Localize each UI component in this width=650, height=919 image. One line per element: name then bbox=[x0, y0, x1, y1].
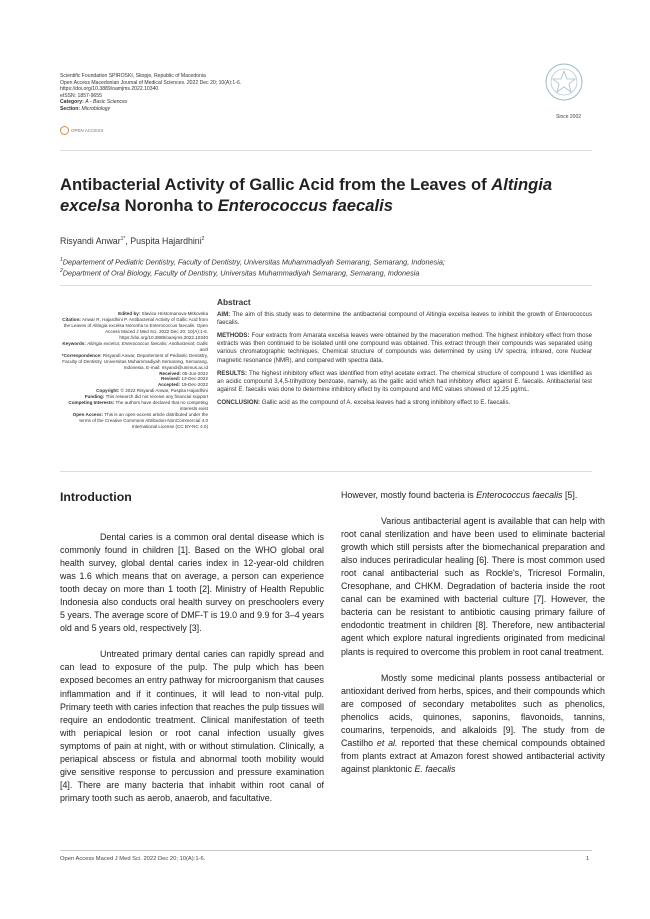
abstract-heading: Abstract bbox=[217, 297, 251, 307]
journal-citation: Open Access Macedonian Journal of Medical Sciences. 2022 Dec 20; 10(A):1-6. bbox=[60, 79, 242, 86]
divider bbox=[60, 471, 592, 472]
meta-funding: Funding: This research did not receive any financial support bbox=[84, 394, 208, 400]
abstract bbox=[217, 298, 592, 412]
meta-accepted: Accepted: 19-Dec-2022 bbox=[157, 382, 208, 388]
abstract-methods: METHODS: Four extracts from Amarata excelsa leaves were obtained by the maceration method. The highest inhibitory effect from those extracts was then continued to be isolated until one compound was obtained. This extract through their compounds was separated using various chromatographic techniques. Chemical structure of compounds was determined by using UV spectra, infrared, core Nuclear magnetic resonance (NMR), and compared with spectra data. bbox=[217, 332, 592, 364]
affiliation-2: $^2$Department of Oral Biology, Faculty of Dentistry, Universitas Muhammadiyah Semarang, Semarang, Indonesia bbox=[60, 268, 420, 278]
abstract-conclusion: CONCLUSION: Gallic acid as the compound of A. excelsa leaves had a strong inhibitory effect to E. faecalis. bbox=[217, 398, 511, 406]
abstract-results: RESULTS: The highest inhibitory effect was identified from ethyl acetate extract. The chemical structure of compound 1 was identified as an acidic compound 3,4,5-trihydroxy benzoate, namely, as the gallic acid which had inhibitory effect against E. faecalis. Antibacterial test against E. faecalis was done to determine inhibitory effect by its compound and MIC values showed of 12.25 µg/mL. bbox=[217, 369, 592, 393]
journal-seal-icon bbox=[544, 62, 584, 102]
abstract-aim: AIM: The aim of this study was to determine the antibacterial compound of Altingia excelsa leaves to inhibit the growth of Enterococcus faecalis. bbox=[217, 311, 592, 327]
meta-received: Received: 05-Jun-2022 bbox=[159, 370, 208, 376]
body-paragraph: Various antibacterial agent is available that can help with root canal sterilization and have been used to eliminate bacterial growth which still persists after the biomechanical preparation and also induces periradicular healing [6]. There is most common used root canal antibacterial such as Rockle's, Tricresol Formalin, Cresophane, and CHKM. Degradation of bacteria inside the root canal can be examined with bacterial culture [7]. However, the bacteria can be resistant to antibiotic causing primary failure of endodontic treatment in children [8]. Therefore, new antibacterial agent which explore natural ingredients originated from medicinal plants is required to overcome this problem in root canal treatment. bbox=[341, 516, 605, 657]
divider bbox=[60, 150, 592, 151]
affiliation-1: $^1$Departement of Pediatric Dentistry, Faculty of Dentistry, Universitas Muhammadiyah Semarang, Semarang, Indonesia; bbox=[60, 257, 445, 267]
divider bbox=[60, 285, 592, 286]
author-name: Puspita Hajardhini bbox=[130, 236, 202, 246]
meta-open-access: Open Access: This is an open-access article distributed under the terms of the Creative Commons Attribution-NonCommercial 4.0 International License (CC BY-NC 4.0) bbox=[72, 412, 208, 430]
meta-competing: Competing Interests: The authors have declared that no competing interests exist bbox=[68, 400, 208, 412]
author-name: Risyandi Anwar bbox=[60, 236, 121, 246]
meta-edited: Edited by: Slavica Hristomanova-Mitkovska bbox=[118, 311, 208, 316]
open-access-logo bbox=[60, 126, 103, 135]
meta-keywords: Keywords: Altingia excelsa; Enterococcus faecalis; Antibacterial; Gallic acid bbox=[62, 340, 208, 352]
since-label: Since 2002 bbox=[556, 114, 582, 120]
article-metadata-sidebar bbox=[60, 311, 208, 430]
open-access-logo-text: OPEN ACCESS bbox=[71, 128, 104, 133]
body-paragraph: Dental caries is a common oral dental disease which is commonly found in children [1]. Based on the WHO global oral health survey, global dental caries index in 12-year-old children was 1.6 which means that on average, a person can experience tooth decay on more than 1 tooth [2]. Ministry of Health Republic Indonesia also conducts oral health survey on preschoolers every 5 years. The average score of DMF-T is 19.0 and 9.9 for 3–4 years old and 5 years old, respectively [3]. bbox=[60, 532, 324, 634]
section-heading-introduction: Introduction bbox=[60, 490, 132, 504]
article-title: Antibacterial Activity of Gallic Acid from the Leaves of Altingia excelsa Noronha to Enterococcus faecalis bbox=[60, 175, 553, 215]
meta-correspondence: *Correspondence: Risyandi Anwar, Departement of Pediatric Dentistry, Faculty of Dentistry, Universitas Muhammadiyah Semarang, Semarang, Indonesia. E-mail: risyandi@unimus.ac.id bbox=[61, 352, 208, 370]
body-column-left bbox=[60, 531, 324, 818]
journal-info bbox=[60, 73, 480, 113]
eissn: eISSN: 1857-9655 bbox=[60, 92, 102, 99]
meta-revised: Revised: 13-Dec-2022 bbox=[161, 376, 208, 382]
category: Category: A - Basic Sciences bbox=[60, 99, 128, 106]
meta-citation: Citation: Anwar R, Hajardhini P. Antibacterial Activity of Gallic Acid from the Leaves of Altingia excelsa Noronha to Enterococcus faecalis. Open Access Maced J Med Sci. 2022 Dec 20; 10(A):1-6. https://doi.org/10.3889/oamjms.2022.10340 bbox=[62, 316, 208, 340]
body-paragraph: Mostly some medicinal plants possess antibacterial or antioxidant derived from herbs, spices, and their compounds which are composed of secondary metabolites such as phenolics, phenolics acids, quinones, saponins, flavonoids, tannins, coumarins, terpenoids, and alkaloids [9]. The study from de Castilho et al. reported that these chemical compounds obtained from plants extract at Amazon forest showed antibacterial activity against planktonic E. faecalis bbox=[341, 672, 605, 774]
doi-link[interactable]: https://doi.org/10.3889/oamjms.2022.10340 bbox=[60, 86, 159, 93]
body-paragraph: Untreated primary dental caries can rapidly spread and can lead to exposure of the pulp. The pulp which has been exposed becomes an entry pathway for microorganism that causes inflammation and if it continues, it will lead to non-vital pulp. Primary teeth with caries infection that reaches the pulp tissues will require an endodontic treatment. Clinical manifestation of teeth with periapical lesion or root canal infection usually gives symptoms of pain at night, with or without stimulation. Clinically, a periapical abscess or fistula and abnormal tooth mobility would give sensitive response to percussion and pressure examination [4]. There are many bacteria that inhabit within root canal of primary tooth such as aerob, anaerob, and facultative. bbox=[60, 649, 324, 803]
body-column-right bbox=[341, 489, 605, 789]
divider bbox=[60, 850, 592, 851]
body-paragraph: However, mostly found bacteria is Enterococcus faecalis [5]. bbox=[341, 490, 578, 500]
open-access-icon bbox=[60, 126, 69, 135]
publisher: Scientific Foundation SPIROSKI, Skopje, Republic of Macedonia bbox=[60, 73, 206, 79]
section: Section: Microbiology bbox=[60, 105, 111, 112]
meta-copyright: Copyright: © 2022 Risyandi Anwar, Puspita Hajardhini bbox=[96, 388, 208, 394]
authors: Risyandi Anwar$^{1*}$, Puspita Hajardhini$^2$ bbox=[60, 236, 205, 246]
footer-citation: Open Access Maced J Med Sci. 2022 Dec 20; 10(A):1-6. bbox=[60, 856, 206, 862]
page-number: 1 bbox=[586, 856, 590, 862]
